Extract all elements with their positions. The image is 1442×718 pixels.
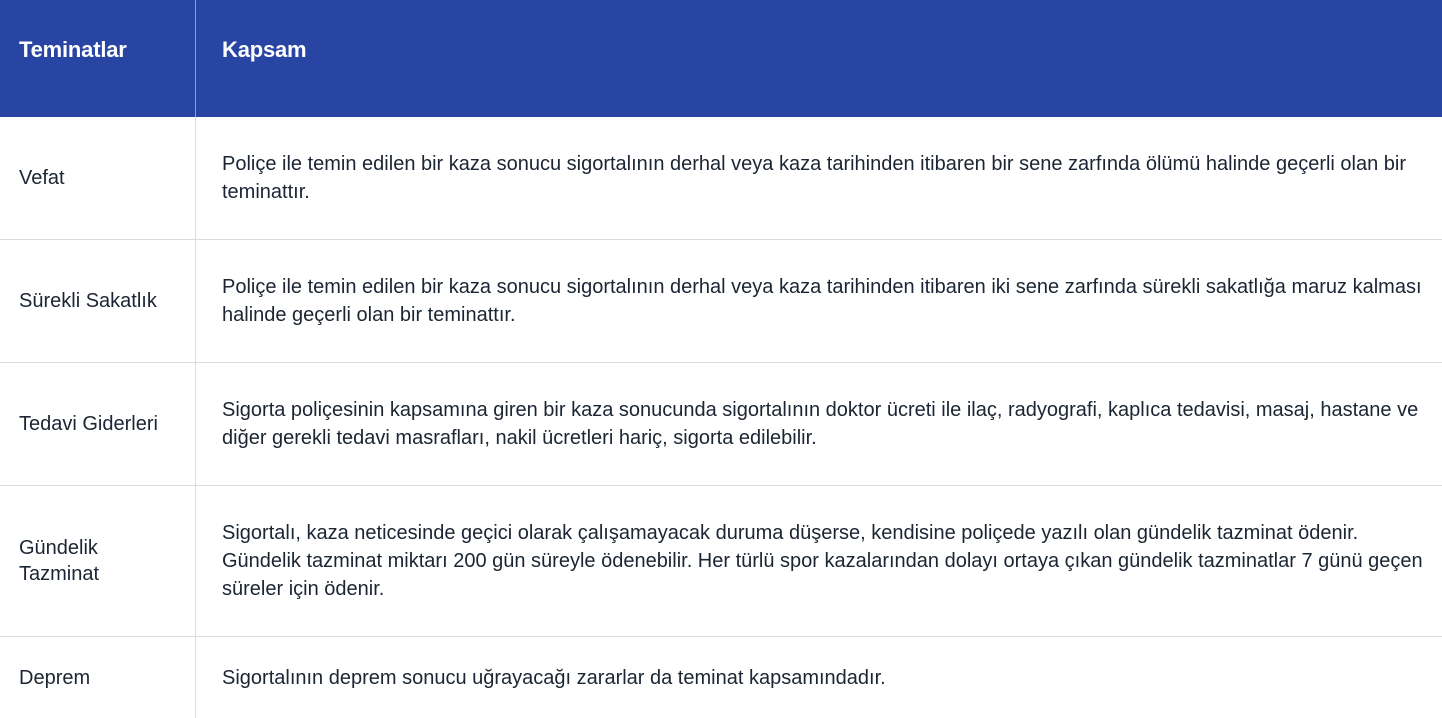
table-row xyxy=(0,363,1442,486)
scope-text: Sigortalı, kaza neticesinde geçici olarak çalışamayacak duruma düşerse, kendisine poliçede yazılı olan gündelik tazminat ödenir. Gündelik tazminat miktarı 200 gün süreyle ödenebilir. Her türlü spor kazalarından dolayı ortaya çıkan gündelik tazminatlar 7 günü geçen süreler için ödenir. xyxy=(222,522,1423,600)
header-coverages xyxy=(0,0,196,117)
coverage-name: Vefat xyxy=(19,167,65,189)
coverage-name: Sürekli Sakatlık xyxy=(19,290,157,312)
header-scope-label: Kapsam xyxy=(222,36,307,62)
scope-text: Sigortalının deprem sonucu uğrayacağı zararlar da teminat kapsamındadır. xyxy=(222,666,886,689)
coverage-cell xyxy=(0,117,196,239)
scope-text: Poliçe ile temin edilen bir kaza sonucu sigortalının derhal veya kaza tarihinden itibaren iki sene zarfında sürekli sakatlığa maruz kalması halinde geçerli olan bir teminattır. xyxy=(222,276,1422,326)
scope-cell xyxy=(196,240,1442,362)
header-coverages-label: Teminatlar xyxy=(19,36,127,62)
coverage-name: Tedavi Giderleri xyxy=(19,413,158,435)
coverage-cell xyxy=(0,486,196,636)
coverage-cell xyxy=(0,637,196,718)
table-row xyxy=(0,240,1442,363)
coverage-name: Deprem xyxy=(19,666,91,689)
coverage-cell xyxy=(0,363,196,485)
table-header xyxy=(0,0,1442,117)
scope-cell xyxy=(196,486,1442,636)
scope-cell xyxy=(196,117,1442,239)
table-row xyxy=(0,486,1442,637)
scope-cell xyxy=(196,637,1442,718)
table-row xyxy=(0,637,1442,718)
table-row xyxy=(0,117,1442,240)
scope-cell xyxy=(196,363,1442,485)
coverage-name: Gündelik Tazminat xyxy=(19,537,100,585)
header-scope xyxy=(196,0,1442,117)
scope-text: Sigorta poliçesinin kapsamına giren bir kaza sonucunda sigortalının doktor ücreti ile ilaç, radyografi, kaplıca tedavisi, masaj, hastane ve diğer gerekli tedavi masrafları, nakil ücretleri hariç, sigorta edilebilir. xyxy=(222,399,1419,449)
scope-text: Poliçe ile temin edilen bir kaza sonucu sigortalının derhal veya kaza tarihinden itibaren bir sene zarfında ölümü halinde geçerli olan bir teminattır. xyxy=(222,153,1407,203)
coverage-cell xyxy=(0,240,196,362)
